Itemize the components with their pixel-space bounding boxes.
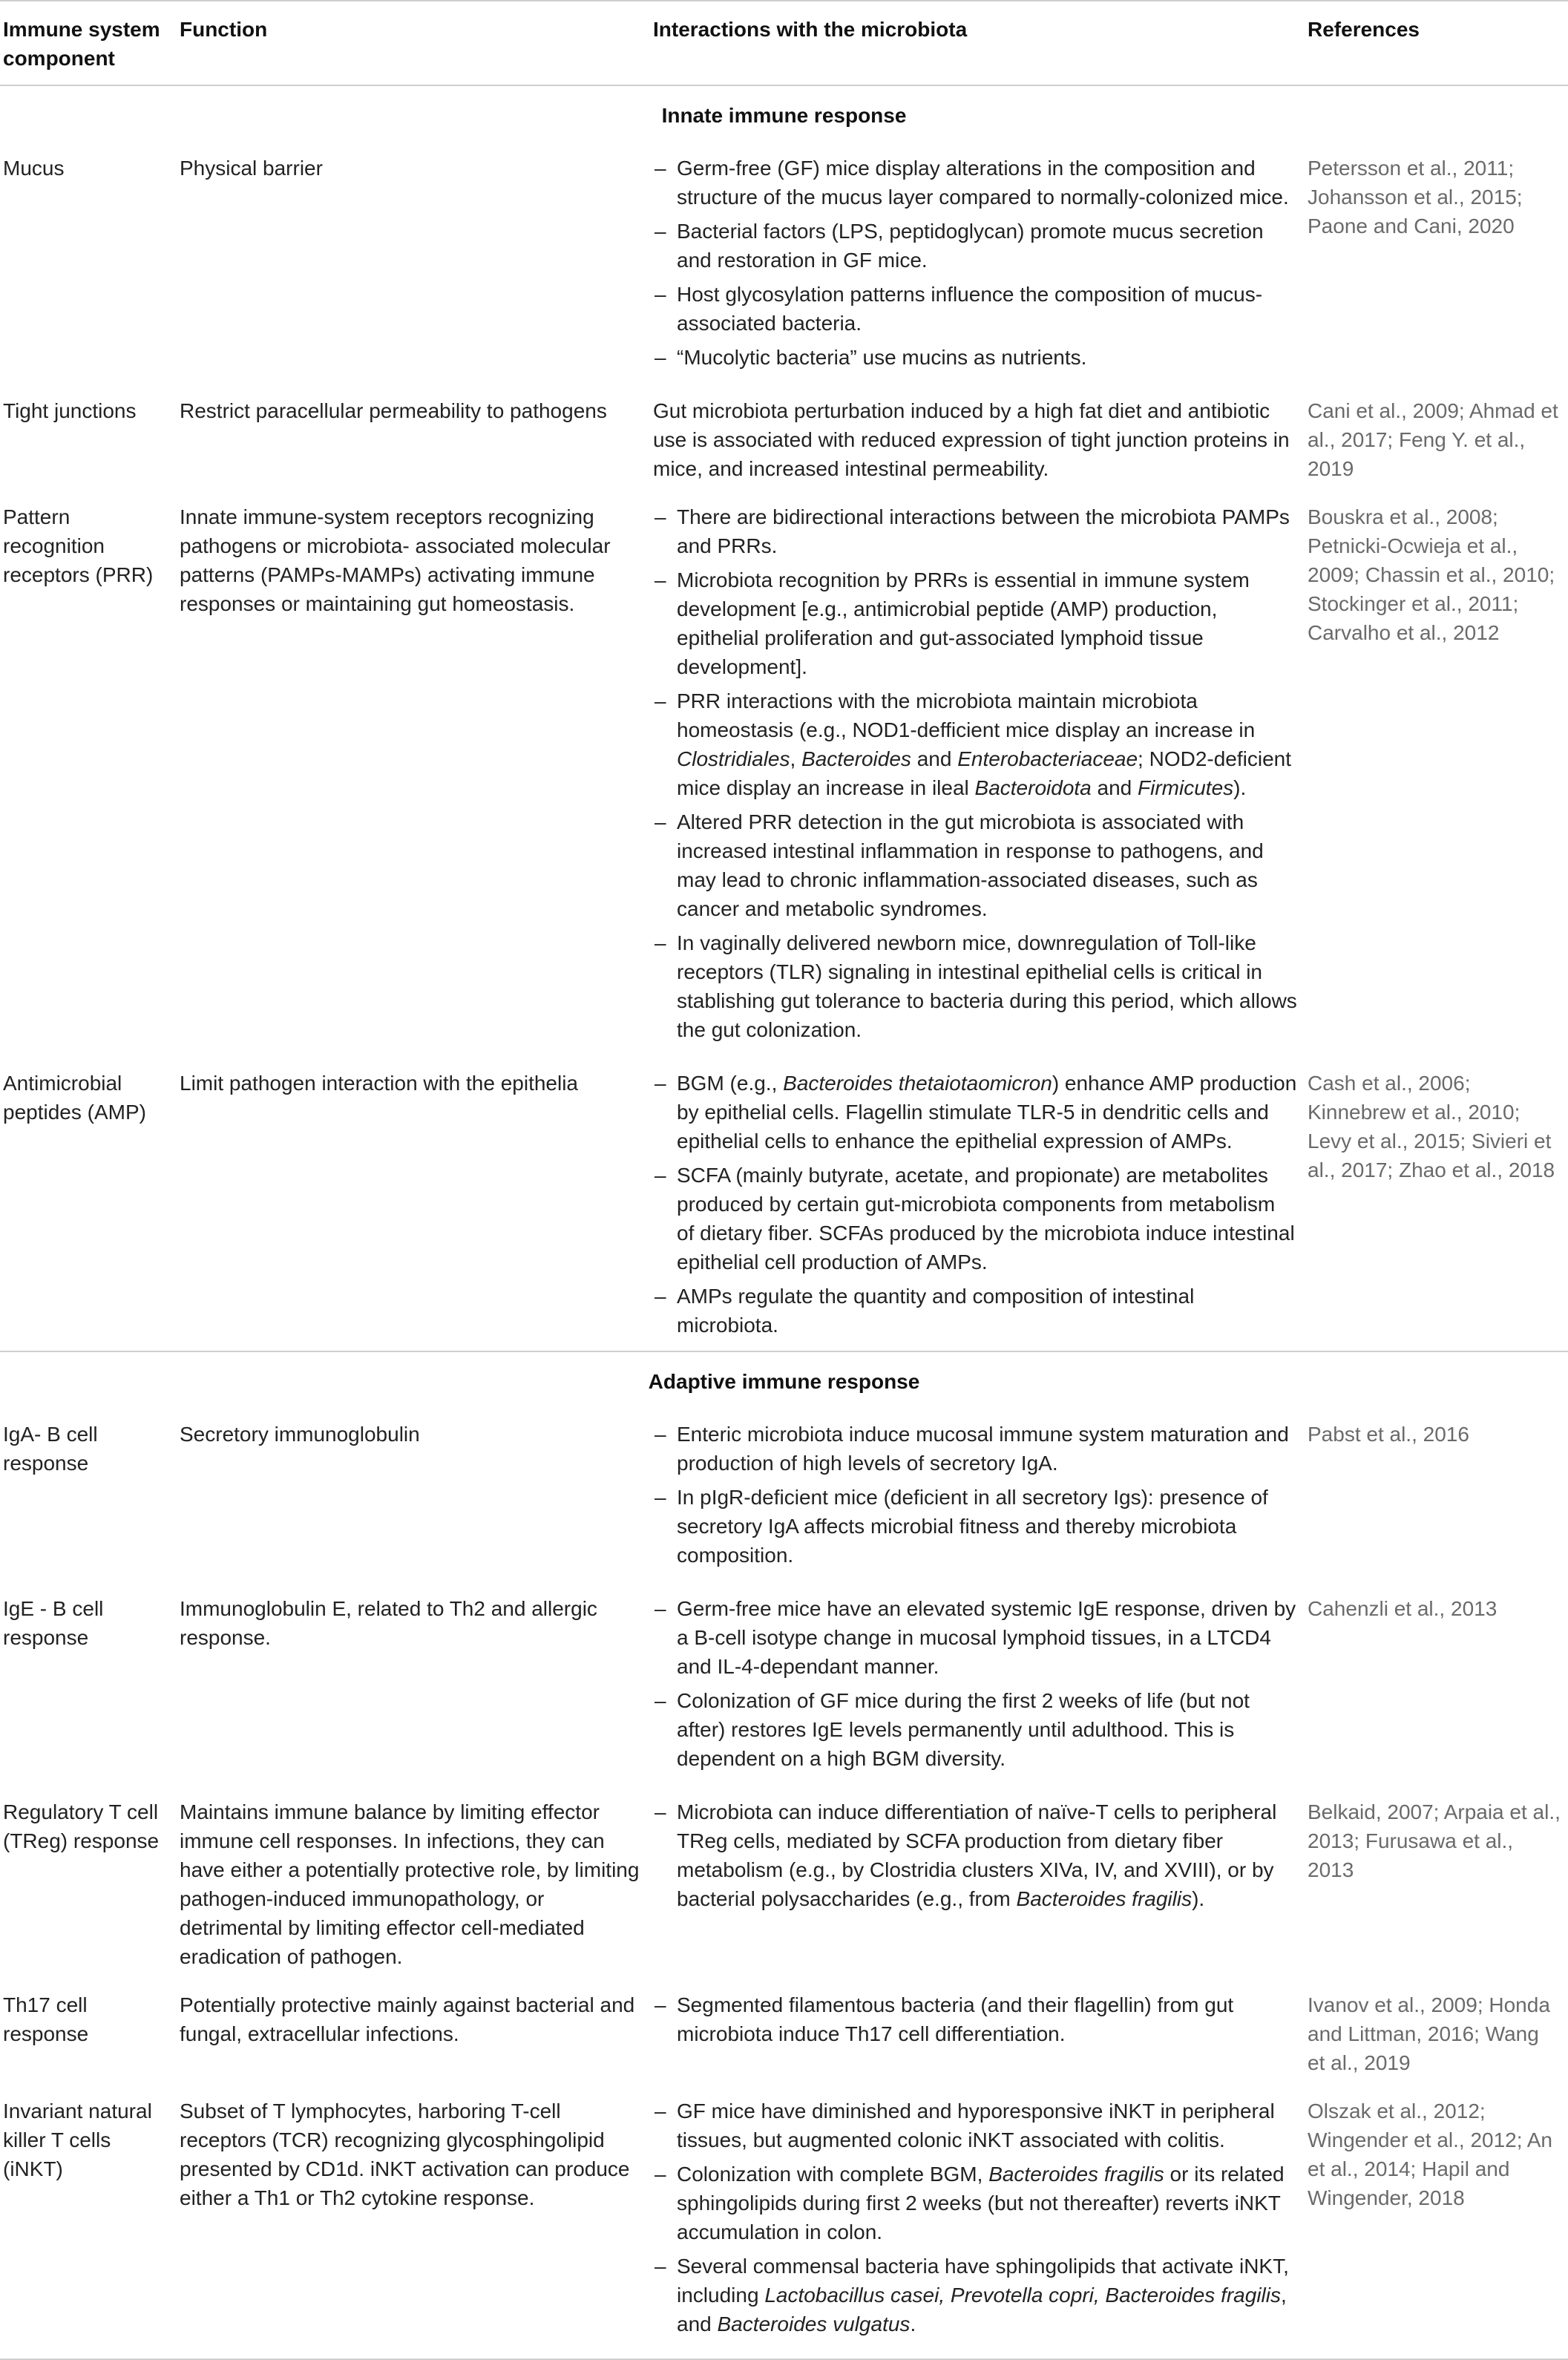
cell-references: Belkaid, 2007; Arpaia et al., 2013; Furusawa et al., 2013	[1308, 1800, 1561, 1881]
cell-function: Potentially protective mainly against bacterial and fungal, extracellular infections.	[180, 1993, 635, 2045]
table-row	[0, 1784, 1568, 1977]
section-title: Adaptive immune response	[0, 1351, 1568, 1406]
cell-interactions	[650, 140, 1305, 383]
cell-component: Tight junctions	[3, 399, 137, 422]
cell-component: Antimicrobial peptides (AMP)	[3, 1072, 146, 1124]
header-function: Function	[180, 18, 268, 41]
interaction-item: – Altered PRR detection in the gut microbiota is associated with increased intestinal inflammation in response to pathogens, and may lead to chronic inflammation-associated diseases, such as cancer and metabolic syndromes.	[653, 807, 1297, 923]
interaction-item: – Several commensal bacteria have sphingolipids that activate iNKT, including Lactobacillus casei, Prevotella copri, Bacteroides fragilis, and Bacteroides vulgatus.	[653, 2252, 1297, 2338]
interaction-item: – PRR interactions with the microbiota maintain microbiota homeostasis (e.g., NOD1-defficient mice display an increase in Clostridiales, Bacteroides and Enterobacteriaceae; NOD2-deficient mice display an increase in ileal Bacteroidota and Firmicutes).	[653, 686, 1297, 802]
cell-function: Restrict paracellular permeability to pathogens	[180, 399, 607, 422]
cell-function: Immunoglobulin E, related to Th2 and allergic response.	[180, 1597, 597, 1649]
cell-references: Petersson et al., 2011; Johansson et al., 2015; Paone and Cani, 2020	[1308, 157, 1523, 237]
interaction-list	[653, 1069, 1297, 1340]
cell-component: Regulatory T cell (TReg) response	[3, 1800, 160, 1852]
interaction-list	[653, 154, 1297, 372]
table-row	[0, 1977, 1568, 2083]
interaction-list	[653, 2097, 1297, 2338]
header-references: References	[1308, 18, 1420, 41]
cell-component: IgE - B cell response	[3, 1597, 104, 1649]
interaction-item: – BGM (e.g., Bacteroides thetaiotaomicron) enhance AMP production by epithelial cells. Flagellin stimulate TLR-5 in dendritic cells and epithelial cells to enhance the epithelial expression of AMPs.	[653, 1069, 1297, 1156]
interaction-item: – Enteric microbiota induce mucosal immune system maturation and production of high levels of secretory IgA.	[653, 1420, 1297, 1478]
interaction-item: – Germ-free (GF) mice display alterations in the composition and structure of the mucus layer compared to normally-colonized mice.	[653, 154, 1297, 212]
header-row	[0, 1, 1568, 85]
table-body	[0, 85, 1568, 2359]
cell-references: Bouskra et al., 2008; Petnicki-Ocwieja et al., 2009; Chassin et al., 2010; Stockinger et al., 2011; Carvalho et al., 2012	[1308, 505, 1555, 644]
section-row	[0, 85, 1568, 140]
interaction-item: – “Mucolytic bacteria” use mucins as nutrients.	[653, 343, 1297, 372]
interaction-item: – There are bidirectional interactions between the microbiota PAMPs and PRRs.	[653, 502, 1297, 560]
interaction-item: – AMPs regulate the quantity and composition of intestinal microbiota.	[653, 1282, 1297, 1340]
header-interactions: Interactions with the microbiota	[653, 18, 968, 41]
cell-function: Secretory immunoglobulin	[180, 1423, 420, 1446]
table-row	[0, 1406, 1568, 1581]
cell-component: Mucus	[3, 157, 65, 180]
cell-interactions	[650, 1977, 1305, 2083]
cell-interactions	[650, 1055, 1305, 1351]
cell-interactions	[650, 1581, 1305, 1784]
interaction-list	[653, 502, 1297, 1044]
cell-function: Limit pathogen interaction with the epithelia	[180, 1072, 579, 1095]
cell-interactions	[650, 1406, 1305, 1581]
table-row	[0, 383, 1568, 489]
interaction-item: – GF mice have diminished and hyporesponsive iNKT in peripheral tissues, but augmented colonic iNKT associated with colitis.	[653, 2097, 1297, 2154]
cell-interactions	[650, 2083, 1305, 2359]
interaction-item: – Microbiota recognition by PRRs is essential in immune system development [e.g., antimicrobial peptide (AMP) production, epithelial proliferation and gut-associated lymphoid tissue development].	[653, 566, 1297, 681]
cell-function: Subset of T lymphocytes, harboring T-cell receptors (TCR) recognizing glycosphingolipid presented by CD1d. iNKT activation can produce either a Th1 or Th2 cytokine response.	[177, 2083, 650, 2359]
interaction-item: – Germ-free mice have an elevated systemic IgE response, driven by a B-cell isotype change in mucosal lymphoid tissues, in a LTCD4 and IL-4-dependant manner.	[653, 1594, 1297, 1681]
table-row	[0, 1581, 1568, 1784]
interaction-item: – In pIgR-deficient mice (deficient in all secretory Igs): presence of secretory IgA affects microbial fitness and thereby microbiota composition.	[653, 1483, 1297, 1570]
interaction-list	[653, 1594, 1297, 1773]
cell-function: Innate immune-system receptors recognizing pathogens or microbiota- associated molecular patterns (PAMPs-MAMPs) activating immune responses or maintaining gut homeostasis.	[180, 505, 611, 615]
table-header	[0, 1, 1568, 85]
interaction-item: – SCFA (mainly butyrate, acetate, and propionate) are metabolites produced by certain gut-microbiota components from metabolism of dietary fiber. SCFAs produced by the microbiota induce intestinal epithelial cell production of AMPs.	[653, 1161, 1297, 1276]
cell-references: Ivanov et al., 2009; Honda and Littman, 2016; Wang et al., 2019	[1308, 1993, 1550, 2074]
cell-references: Cahenzli et al., 2013	[1308, 1597, 1498, 1620]
header-component: Immune system component	[3, 18, 160, 70]
interaction-item: – Host glycosylation patterns influence the composition of mucus-associated bacteria.	[653, 280, 1297, 338]
cell-component: Th17 cell response	[3, 1993, 89, 2045]
cell-interactions	[650, 1784, 1305, 1977]
table-row	[0, 2083, 1568, 2359]
cell-function: Physical barrier	[180, 157, 323, 180]
table-row	[0, 489, 1568, 1055]
interaction-list	[653, 1797, 1297, 1913]
interaction-item: – In vaginally delivered newborn mice, downregulation of Toll-like receptors (TLR) signaling in intestinal epithelial cells is critical in stablishing gut tolerance to bacteria during this period, which allows the gut colonization.	[653, 928, 1297, 1044]
cell-interactions	[650, 489, 1305, 1055]
cell-references: Cash et al., 2006; Kinnebrew et al., 2010; Levy et al., 2015; Sivieri et al., 2017; Zhao et al., 2018	[1308, 1072, 1555, 1181]
cell-references: Pabst et al., 2016	[1308, 1423, 1469, 1446]
interaction-item: – Bacterial factors (LPS, peptidoglycan) promote mucus secretion and restoration in GF mice.	[653, 217, 1297, 275]
cell-function: Maintains immune balance by limiting effector immune cell responses. In infections, they can have either a potentially protective role, by limiting pathogen-induced immunopathology, or detrimental by limiting effector cell-mediated eradication of pathogen.	[180, 1800, 640, 1968]
table-row	[0, 140, 1568, 383]
table-row	[0, 1055, 1568, 1351]
cell-component: Pattern recognition receptors (PRR)	[3, 505, 154, 586]
cell-component: Invariant natural killer T cells (iNKT)	[0, 2083, 177, 2359]
interaction-item: – Colonization of GF mice during the first 2 weeks of life (but not after) restores IgE levels permanently until adulthood. This is dependent on a high BGM diversity.	[653, 1686, 1297, 1773]
cell-interactions	[650, 383, 1305, 489]
cell-component: IgA- B cell response	[3, 1423, 98, 1475]
cell-references: Olszak et al., 2012; Wingender et al., 2012; An et al., 2014; Hapil and Wingender, 2018	[1305, 2083, 1568, 2359]
section-title: Innate immune response	[661, 104, 907, 127]
interaction-item: – Colonization with complete BGM, Bacteroides fragilis or its related sphingolipids during first 2 weeks (but not thereafter) reverts iNKT accumulation in colon.	[653, 2160, 1297, 2246]
interaction-list	[653, 1420, 1297, 1570]
section-row	[0, 1351, 1568, 1406]
interaction-text: Gut microbiota perturbation induced by a high fat diet and antibiotic use is associated with reduced expression of tight junction proteins in mice, and increased intestinal permeability.	[653, 399, 1290, 480]
interaction-item: – Microbiota can induce differentiation of naïve-T cells to peripheral TReg cells, mediated by SCFA production from dietary fiber metabolism (e.g., by Clostridia clusters XIVa, IV, and XVIII), or by bacterial polysaccharides (e.g., from Bacteroides fragilis).	[653, 1797, 1297, 1913]
interaction-list	[653, 1990, 1297, 2048]
cell-references: Cani et al., 2009; Ahmad et al., 2017; Feng Y. et al., 2019	[1308, 399, 1558, 480]
interaction-item: – Segmented filamentous bacteria (and their flagellin) from gut microbiota induce Th17 cell differentiation.	[653, 1990, 1297, 2048]
